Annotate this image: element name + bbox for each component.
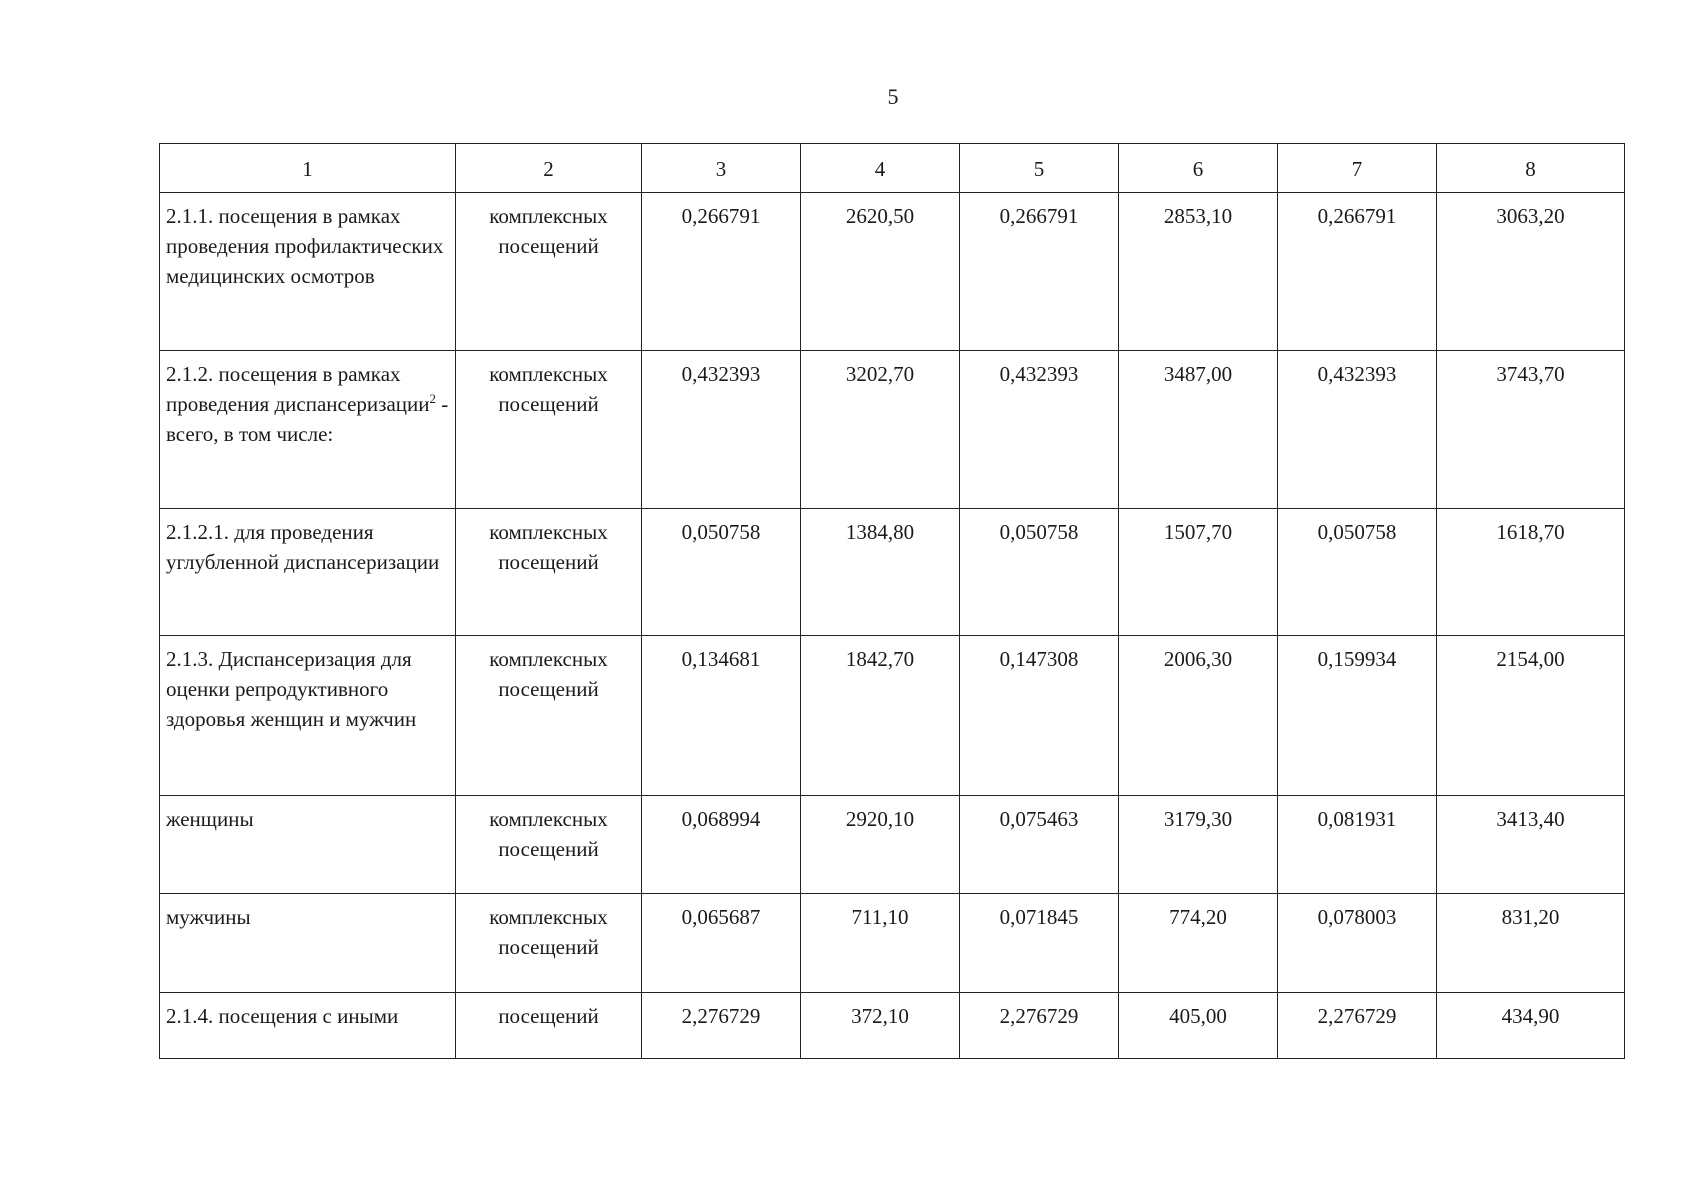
table-row (160, 993, 1625, 1059)
value-cell: 2,276729 (960, 993, 1119, 1059)
row-name-cell: женщины (160, 796, 456, 894)
value-cell: 1842,70 (801, 636, 960, 796)
table-row (160, 894, 1625, 993)
value-cell: 2,276729 (642, 993, 801, 1059)
row-name-cell: 2.1.1. посещения в рамках проведения профилактических медицинских осмотров (160, 193, 456, 351)
row-unit-cell: комплексных посещений (456, 636, 642, 796)
header-cell: 7 (1278, 144, 1437, 193)
value-cell: 1384,80 (801, 509, 960, 636)
row-name-cell: 2.1.2.1. для проведения углубленной диспансеризации (160, 509, 456, 636)
value-cell: 2,276729 (1278, 993, 1437, 1059)
value-cell: 372,10 (801, 993, 960, 1059)
value-cell: 0,147308 (960, 636, 1119, 796)
value-cell: 1618,70 (1437, 509, 1625, 636)
value-cell: 0,050758 (960, 509, 1119, 636)
value-cell: 3487,00 (1119, 351, 1278, 509)
value-cell: 0,068994 (642, 796, 801, 894)
value-cell: 3179,30 (1119, 796, 1278, 894)
row-name-cell: 2.1.3. Диспансеризация для оценки репродуктивного здоровья женщин и мужчин (160, 636, 456, 796)
header-row (160, 144, 1625, 193)
value-cell: 2620,50 (801, 193, 960, 351)
value-cell: 0,432393 (960, 351, 1119, 509)
table-row (160, 351, 1625, 509)
value-cell: 3202,70 (801, 351, 960, 509)
row-name-text-continued: - всего, в том числе: (166, 392, 449, 446)
row-name-cell: мужчины (160, 894, 456, 993)
value-cell: 0,266791 (1278, 193, 1437, 351)
row-unit-cell: комплексных посещений (456, 351, 642, 509)
header-cell: 2 (456, 144, 642, 193)
value-cell: 1507,70 (1119, 509, 1278, 636)
header-cell: 1 (160, 144, 456, 193)
header-cell: 3 (642, 144, 801, 193)
row-unit-cell: комплексных посещений (456, 193, 642, 351)
value-cell: 0,075463 (960, 796, 1119, 894)
table-row (160, 636, 1625, 796)
table-row (160, 193, 1625, 351)
table-row (160, 796, 1625, 894)
row-name-cell (160, 351, 456, 509)
header-cell: 4 (801, 144, 960, 193)
value-cell: 2853,10 (1119, 193, 1278, 351)
value-cell: 0,266791 (960, 193, 1119, 351)
row-name-text: 2.1.2. посещения в рамках проведения диспансеризации (166, 362, 430, 416)
row-unit-cell: посещений (456, 993, 642, 1059)
value-cell: 0,159934 (1278, 636, 1437, 796)
header-cell: 5 (960, 144, 1119, 193)
value-cell: 711,10 (801, 894, 960, 993)
row-name-cell: 2.1.4. посещения с иными (160, 993, 456, 1059)
value-cell: 831,20 (1437, 894, 1625, 993)
value-cell: 0,078003 (1278, 894, 1437, 993)
value-cell: 0,432393 (642, 351, 801, 509)
value-cell: 3413,40 (1437, 796, 1625, 894)
row-unit-cell: комплексных посещений (456, 894, 642, 993)
value-cell: 434,90 (1437, 993, 1625, 1059)
value-cell: 774,20 (1119, 894, 1278, 993)
row-unit-cell: комплексных посещений (456, 509, 642, 636)
value-cell: 0,266791 (642, 193, 801, 351)
table-row (160, 509, 1625, 636)
value-cell: 0,050758 (642, 509, 801, 636)
value-cell: 0,071845 (960, 894, 1119, 993)
value-cell: 0,134681 (642, 636, 801, 796)
value-cell: 2006,30 (1119, 636, 1278, 796)
value-cell: 2154,00 (1437, 636, 1625, 796)
header-cell: 8 (1437, 144, 1625, 193)
row-unit-cell: комплексных посещений (456, 796, 642, 894)
value-cell: 0,050758 (1278, 509, 1437, 636)
data-table (159, 143, 1625, 1059)
page-number: 5 (887, 84, 899, 109)
footnote-marker: 2 (429, 391, 436, 406)
value-cell: 0,432393 (1278, 351, 1437, 509)
value-cell: 2920,10 (801, 796, 960, 894)
value-cell: 405,00 (1119, 993, 1278, 1059)
header-cell: 6 (1119, 144, 1278, 193)
value-cell: 3743,70 (1437, 351, 1625, 509)
value-cell: 0,065687 (642, 894, 801, 993)
value-cell: 3063,20 (1437, 193, 1625, 351)
value-cell: 0,081931 (1278, 796, 1437, 894)
